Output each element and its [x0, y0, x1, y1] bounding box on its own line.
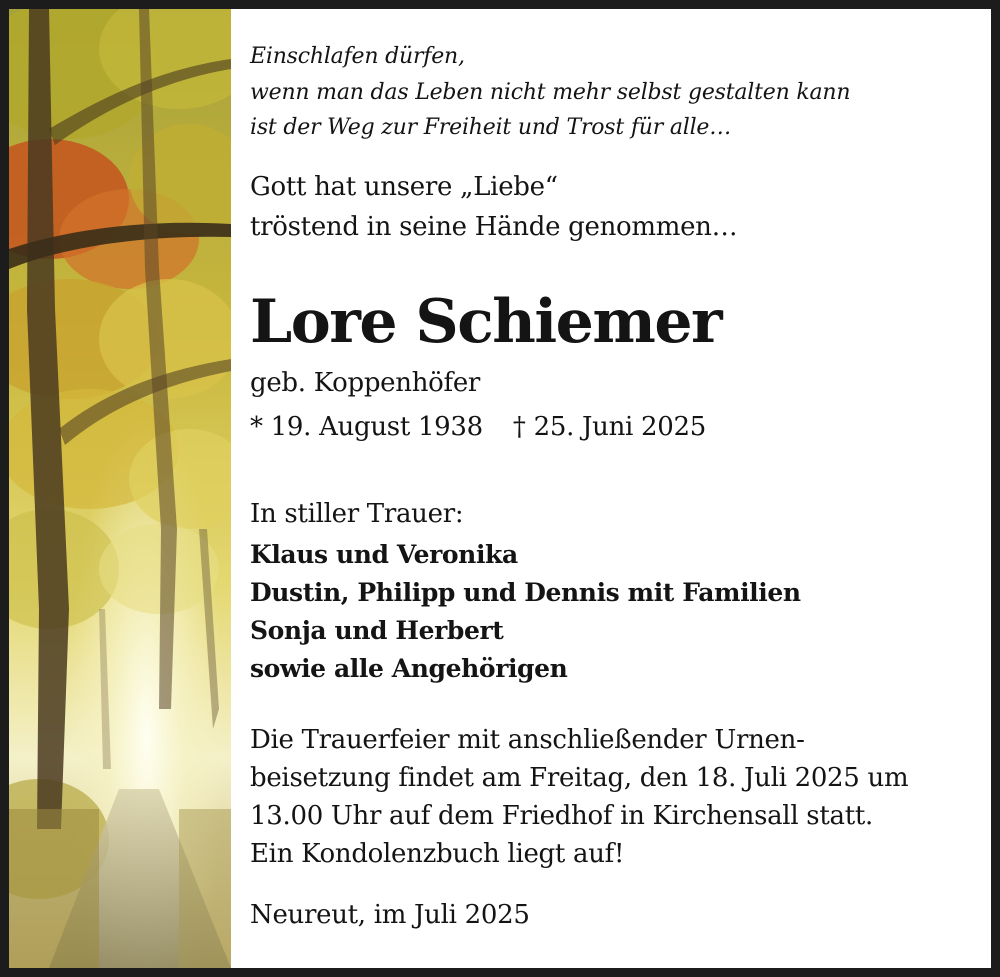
ceremony-line: 13.00 Uhr auf dem Friedhof in Kirchensall statt. [250, 801, 873, 831]
quote-line: tröstend in seine Hände genommen… [250, 212, 738, 242]
mourner-line: sowie alle Angehörigen [250, 654, 568, 683]
birth-date: * 19. August 1938 [250, 412, 483, 442]
life-dates [250, 412, 706, 442]
deceased-name: Lore Schiemer [250, 287, 722, 357]
place-date: Neureut, im Juli 2025 [250, 900, 530, 930]
autumn-avenue-photo [9, 9, 231, 968]
maiden-name: geb. Koppenhöfer [250, 368, 481, 398]
mourning-intro: In stiller Trauer: [250, 499, 464, 529]
obituary-text [250, 9, 991, 968]
mourner-line: Sonja und Herbert [250, 616, 504, 645]
ceremony-line: Die Trauerfeier mit anschließender Urnen- [250, 725, 805, 755]
mourner-line: Klaus und Veronika [250, 540, 518, 569]
poem-line: ist der Weg zur Freiheit und Trost für alle… [250, 115, 732, 140]
poem-line: Einschlafen dürfen, [250, 44, 465, 69]
quote-line: Gott hat unsere „Liebe“ [250, 172, 558, 202]
ceremony-line: beisetzung findet am Freitag, den 18. Juli 2025 um [250, 763, 909, 793]
mourner-line: Dustin, Philipp und Dennis mit Familien [250, 578, 801, 607]
death-date: † 25. Juni 2025 [512, 412, 706, 442]
ceremony-line: Ein Kondolenzbuch liegt auf! [250, 839, 625, 869]
poem-line: wenn man das Leben nicht mehr selbst gestalten kann [250, 80, 851, 105]
